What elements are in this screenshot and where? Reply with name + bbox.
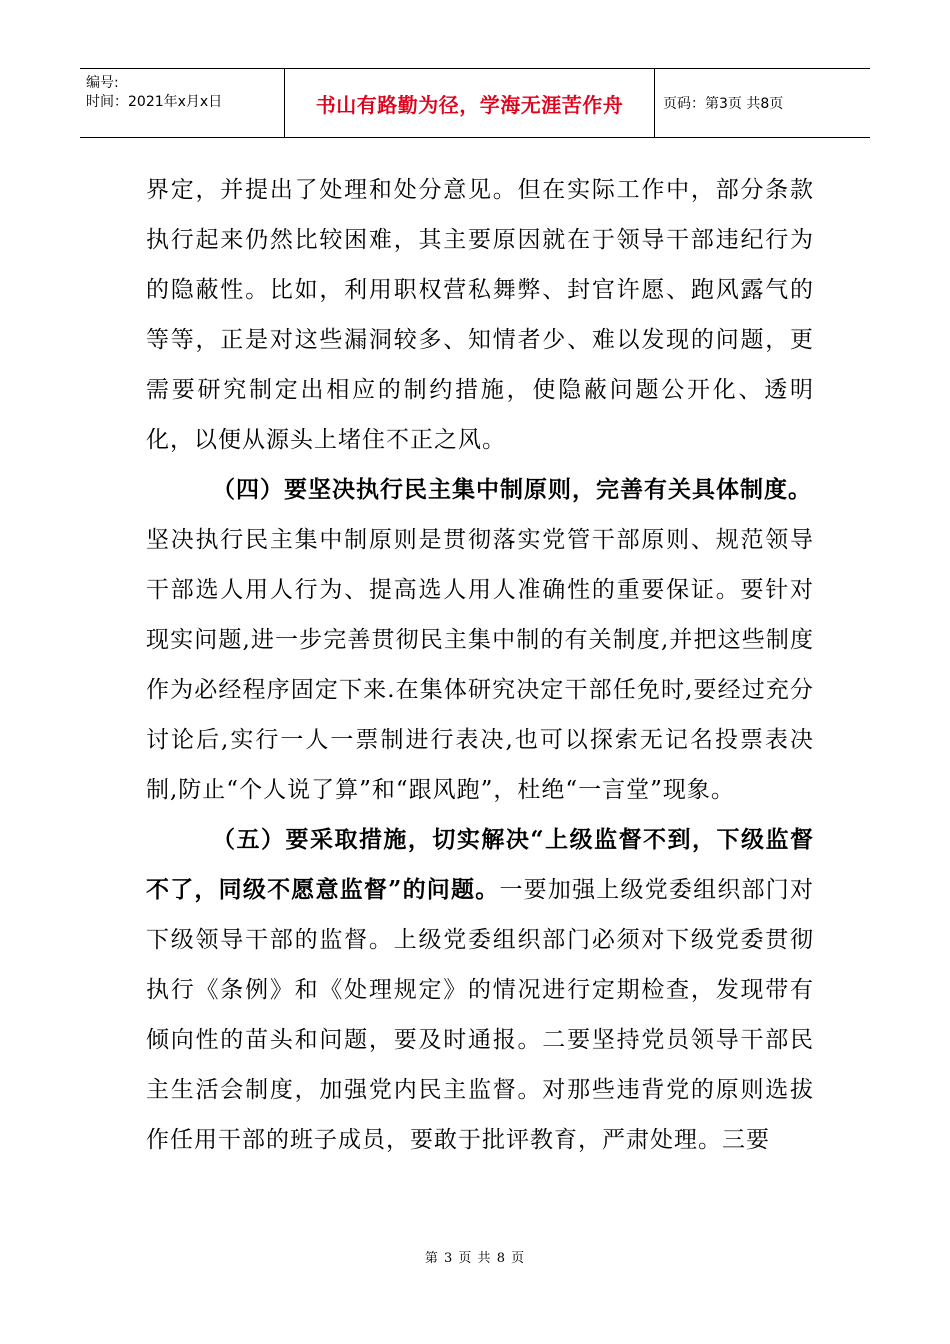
paragraph: 坚决执行民主集中制原则是贯彻落实党管干部原则、规范领导干部选人用人行为、提高选人用人准确性的重要保证。要针对现实问题,进一步完善贯彻民主集中制的有关制度,并把这些制度作为必经程序固定下来.在集体研究决定干部任免时,要经过充分讨论后,实行一人一票制进行表决,也可以探索无记名投票表决制,防止“个人说了算”和“跟风跑”，杜绝“一言堂”现象。 — [146, 527, 814, 803]
header-meta — [80, 69, 285, 137]
header-motto: 书山有路勤为径，学海无涯苦作舟 — [285, 69, 655, 137]
header-page-info: 页码：第3页 共8页 — [663, 96, 784, 112]
paragraph-text: 一要加强上级党委组织部门对下级领导干部的监督。上级党委组织部门必须对下级党委贯彻执行《条例》和《处理规定》的情况进行定期检查，发现带有倾向性的苗头和问题，要及时通报。二要坚持党员领导干部民主生活会制度，加强党内民主监督。对那些违背党的原则选拔作任用干部的班子成员，要敢于批评教育，严肃处理。三要 — [146, 877, 815, 1153]
section-heading-5: （五）要采取措施，切实解决“上级监督不到，下级监督不了，同级不愿意监督”的问题。 — [146, 826, 814, 903]
document-body — [146, 165, 814, 1165]
section-heading-4: （四）要坚决执行民主集中制原则，完善有关具体制度。 — [212, 476, 812, 503]
document-time-label: 时间：2021年x月x日 — [86, 94, 223, 110]
document-number-label: 编号: — [86, 75, 119, 91]
paragraph-with-heading — [146, 815, 814, 1165]
page-header — [80, 68, 870, 138]
page-footer: 第 3 页 共 8 页 — [424, 1251, 526, 1266]
paragraph: 界定，并提出了处理和处分意见。但在实际工作中，部分条款执行起来仍然比较困难，其主要原因就在于领导干部违纪行为的隐蔽性。比如，利用职权营私舞弊、封官许愿、跑风露气的等等，正是对这些漏洞较多、知情者少、难以发现的问题，更需要研究制定出相应的制约措施，使隐蔽问题公开化、透明化，以便从源头上堵住不正之风。 — [146, 177, 814, 453]
